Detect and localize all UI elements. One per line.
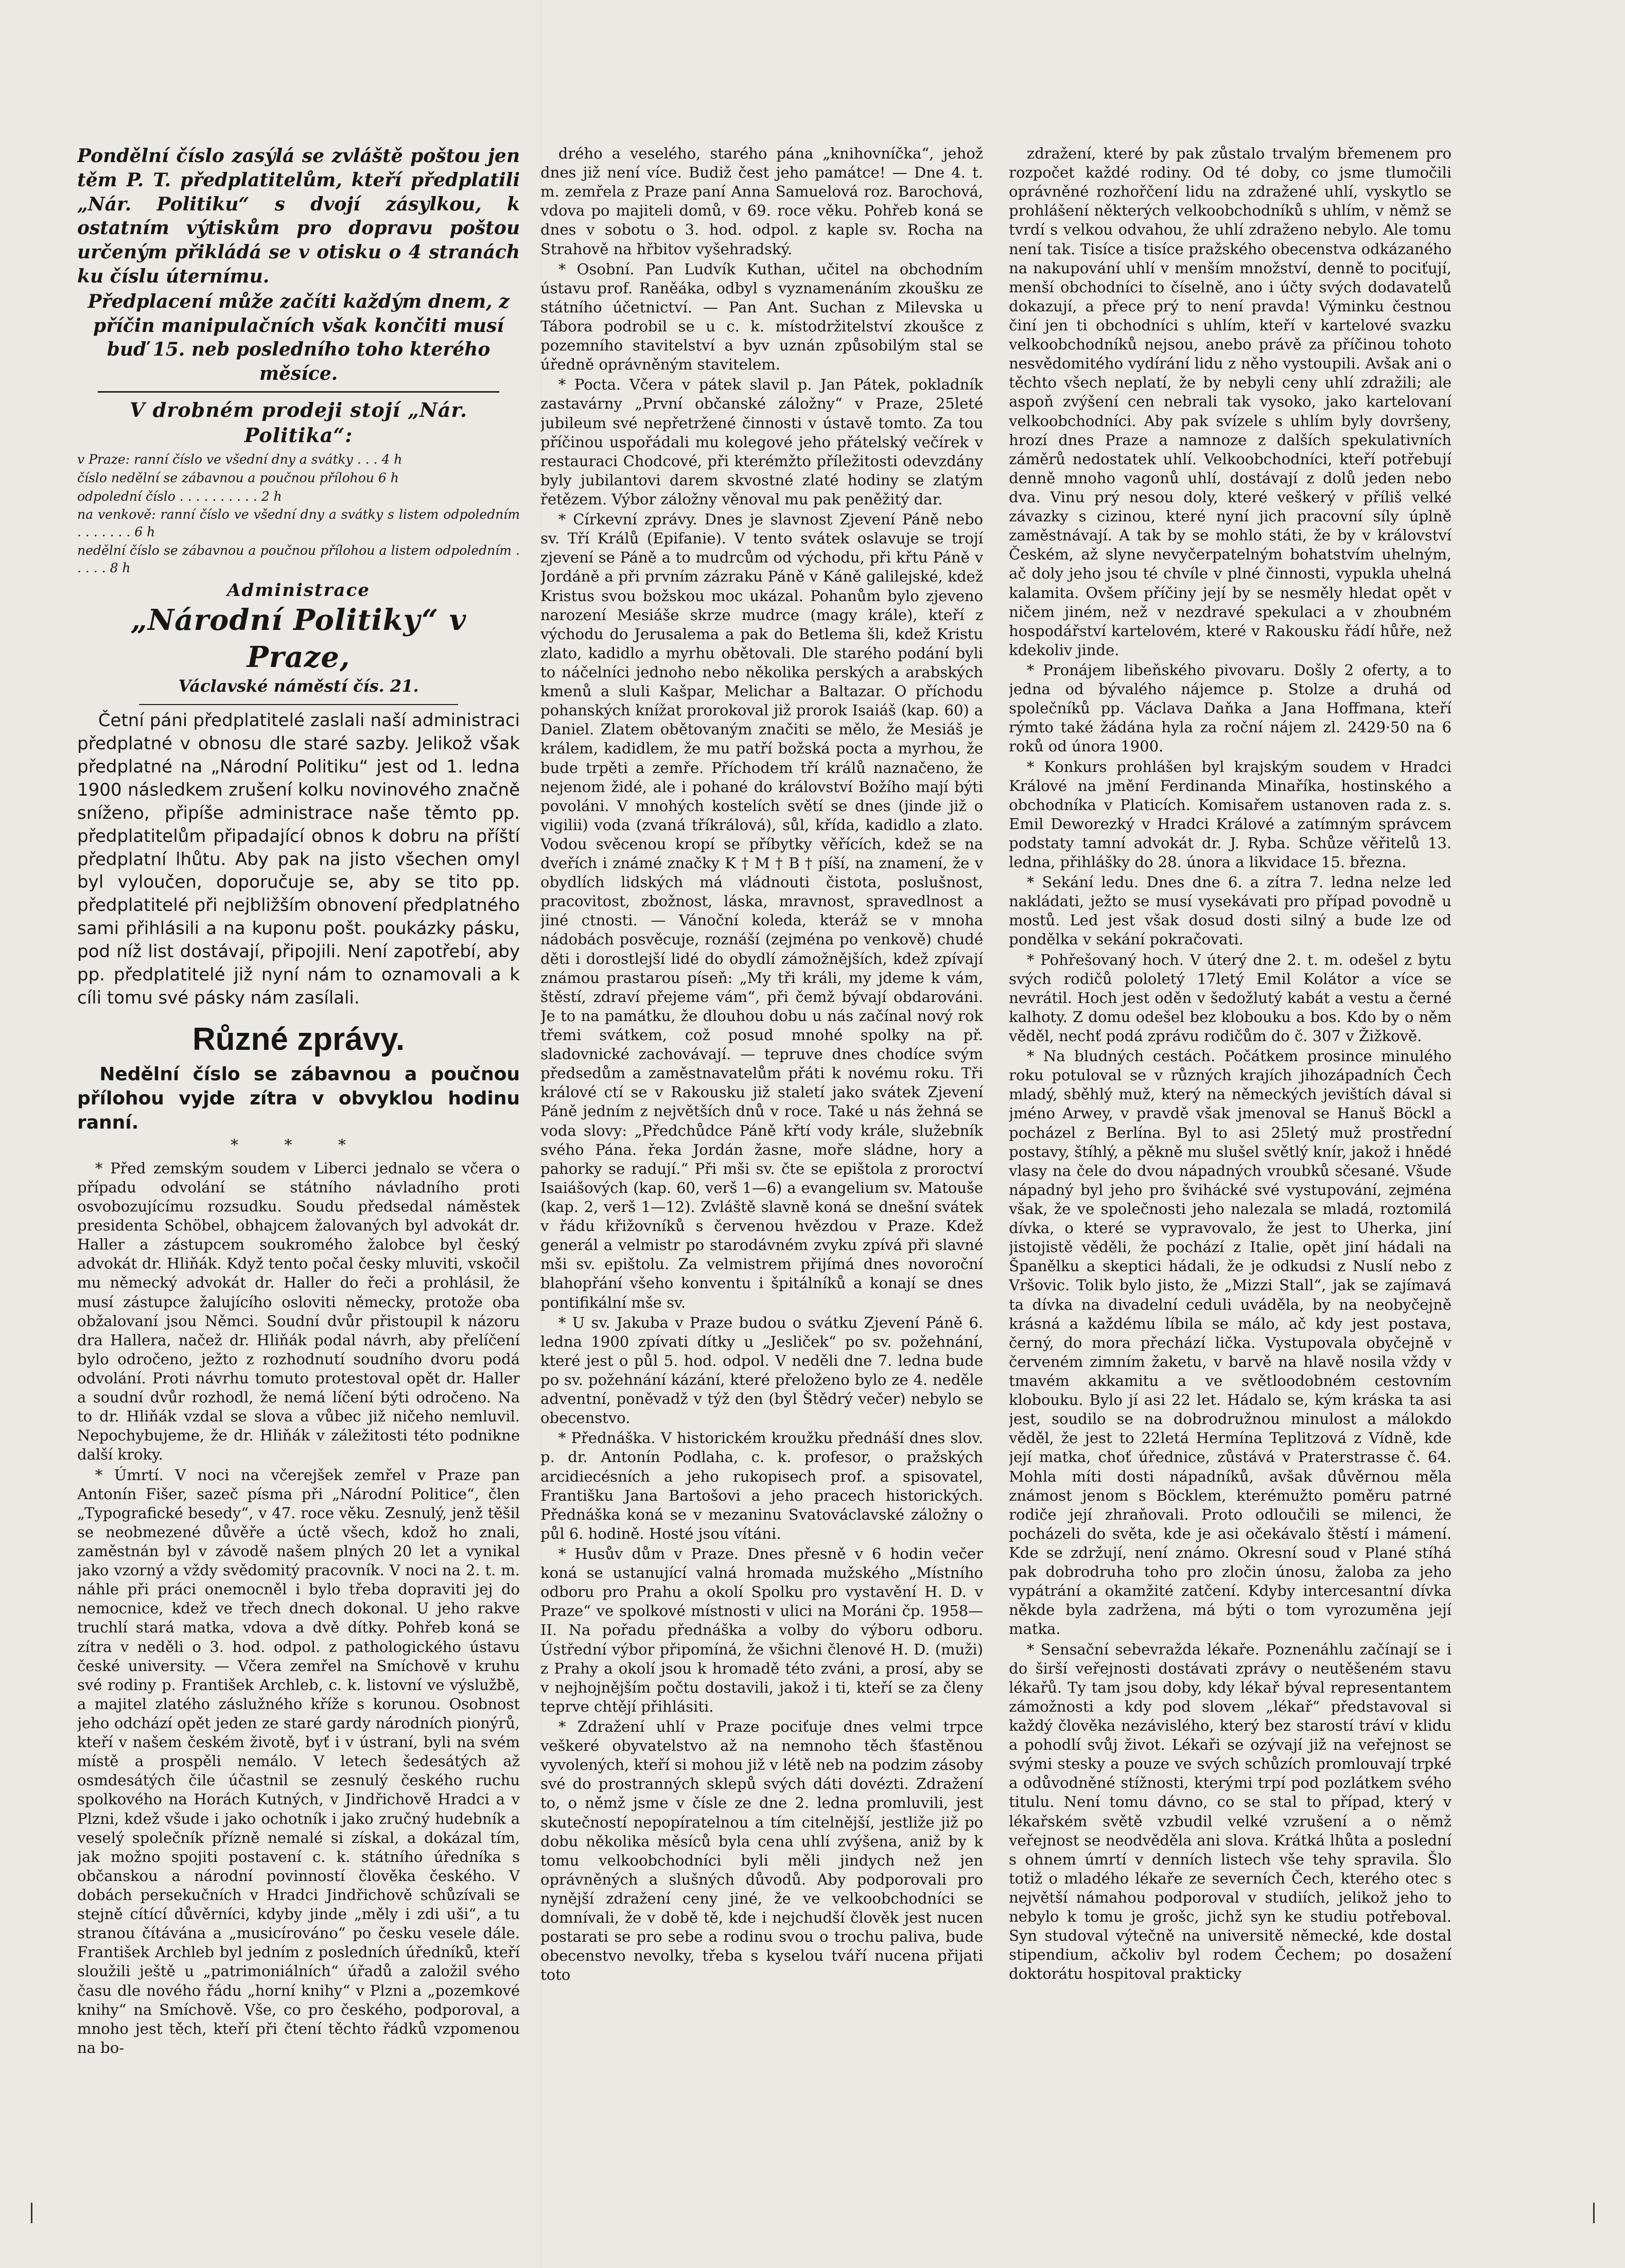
price-line: nedělní číslo se zábavnou a poučnou přílohou a listem odpoledním . . . . . 8 h xyxy=(77,542,520,575)
price-line: číslo nedělní se zábavnou a poučnou přílohou 6 h xyxy=(77,470,399,485)
news-item: * Pronájem libeňského pivovaru. Došly 2 oferty, a to jedna od bývalého nájemce p. Stolze a druhá od společníků pp. Václava Daňka a Jana Hoffmana, kteří rýmto také žádána hyla za roční nájem zl. 2429·50 na 6 roků od února 1900. xyxy=(1009,661,1452,755)
retail-price-heading: V drobném prodeji stojí „Nár. Politika“: xyxy=(129,398,468,447)
administration-label: Administrace xyxy=(227,580,370,601)
column-3 xyxy=(1009,144,1452,2177)
news-item: zdražení, které by pak zůstalo trvalým břemenem pro rozpočet každé rodiny. Od té doby, co jsme tlumočili oprávněné rozhořčení lidu na zdražené uhlí, vyskytlo se prohlášení některých velkoobchodníků s uhlím, v němž se tvrdí s velkou odvahou, že uhlí zdraženo nebylo. Ale tomu není tak. Tisíce a tisíce pražského obecenstva odkázaného na nakupování uhlí v menším množství, denně to pociťují, menší obchodníci to číselně, ano i účty svých dodavatelů dokazují, a přece prý to není pravda! Výminku čestnou činí jen ti obchodníci s uhlím, kteří v kartelové svazku velkoobchodníků nejsou, anebo právě za příčinou tohoto nesvědomitého vydírání lidu z něho vystoupili. Avšak ani o těchto všech neplatí, že by nebyli ceny uhlí zdražili; ale aspoň zvýšení cen nebrali tak vysoko, jako kartelovaní velkoobchodníci. Aby pak svízele s uhlím byly dovršeny, hrozí dnes Praze a namnoze z dalších spekulativních záměrů nedostatek uhlí. Velkoobchodníci, kteří potřebují denně mnoho vagonů uhlí, dostávají z dolů jeden nebo dva. Vinu prý nesou doly, které veškerý v příliš velké závazky s cizinou, které nyní jich pracovní síly úplně zaměstnávají. A tak by se mohlo státi, že by v království Českém, až slyne nevyčerpatelným bohatstvím uhelným, ač doly jeho jsou té chvíle v plné činnosti, vypukla uhelná kalamita. Ovšem příčiny její by se nesměly hledat opět v ničem jiném, než v nezdravé spekulaci a v zhoubném hospodářství kartelovém, které v Rakousku řádí hůře, než kdekoliv jinde. xyxy=(1009,145,1452,659)
news-item: * Církevní zprávy. Dnes je slavnost Zjevení Páně nebo sv. Tří Králů (Epifanie). V tento svátek oslavuje se trojí zjevení se Páně a to mudrcům od východu, při křtu Páně v Jordáně a při prvním zázraku Páně v Káně galilejské, kdež Kristus svou božskou moc ukázal. Pohanům bylo zjeveno narození Mesiáše skrze mudrce (magy krále), kteří z východu do Jerusalema a pak do Betlema šli, kdež Kristu zlato, kadidlo a myrhu obětovali. Dle starého podání byli to náčelníci jednoho nebo několika perských a arabských kmenů a sluli Kašpar, Melichar a Baltazar. O příchodu pohanských knížat prorokoval již prorok Isaiáš (kap. 60) a Daniel. Zlatem obětovaným značiti se mělo, že Mesiáš je králem, kadidlem, že mu patří božská pocta a myrhou, že bude trpěti a zemře. Příchodem tří králů naznačeno, že nejenom židé, ale i pohané do království Božího mají býti povoláni. V mnohých kostelích světí se dnes (jinde již o vigilii) voda (zvaná tříkrálová), sůl, křída, kadidlo a zlato. Vodou svěcenou kropí se příbytky věřících, kdež se na dveřích i známé značky K † M † B † píší, na znamení, že v obydlích lidských má vládnouti čistota, poslušnost, pracovitost, zbožnost, láska, mravnost, spravedlnost a jiné ctnosti. — Vánoční koleda, kteráž se v mnoha nádobách posvěcuje, roznáší (zejména po venkově) chudé děti i dorostlejší lidé do obydlí zámožnějších, kdež zpívají známou prastarou píseň: „My tři králi, my jdeme k vám, štěstí, zdraví přejeme vám“, při čemž bývají obdarováni. Je to na památku, že dlouhou dobu u nás začínal nový rok třemi svátkem, což posud mnohé spolky na př. sladovnické zachovávají. — tepruve dnes chodíce svým předsedům a zaměstnavatelům přáti k novému roku. Tři králové ctí se v Rakousku již staletí jako svátek Zjevení Páně jedním z největších dnů v roce. Také u nás žehná se voda slovy: „Předchůdce Páně křtí vody krále, služebník svého Pána. řeka Jordán žasne, moře sládne, hory a pahorky se radují.“ Při mši sv. čte se epištola z proroctví Isaiášových (kap. 60, verš 1—6) a evangelium sv. Matouše (kap. 2, verš 1—12). Zvláště slavně koná se dnešní svátek v řádu křižovníků s červenou hvězdou v Praze. Kdež generál a velmistr po starodávném zvyku zpívá při slavné mši sv. epištolu. Za velmistrem přijímá dnes novoroční blahopřání všeho konventu i špitálníků a konají se dnes pontifikální mše sv. xyxy=(540,511,983,1311)
news-item: * Přednáška. V historickém kroužku přednáší dnes slov. p. dr. Antonín Podlaha, c. k. profesor, o pražských arcidiecésních a jeho rukopisech prof. a spisovatel, Františku Jana Bartošovi a jeho pracech historických. Přednáška koná se v mezaninu Svatováclavské záložny o půl 6. hodině. Hosté jsou vítáni. xyxy=(540,1429,983,1542)
news-item: * Před zemským soudem v Liberci jednalo se včera o případu odvolání se státního návladního proti osvobozujícímu rozsudku. Soudu předsedal náměstek presidenta Schöbel, obhajcem žalovaných byl advokát dr. Haller a zástupcem soukromého žalobce byl český advokát dr. Hliňák. Když tento počal česky mluviti, vskočil mu německý advokát dr. Haller do řeči a prohlásil, že musí zástupce žalujícího osloviti německy, protože oba obžalovaní jsou Němci. Soudní dvůr přistoupil k názoru dra Hallera, načež dr. Hliňák podal návrh, aby přelíčení bylo odročeno, ježto z rozhodnutí soudního dvoru podá odvolání. Proti návrhu tomuto protestoval opět dr. Haller a soudní dvůr rozhodl, že nemá líčení býti odročeno. Na to dr. Hliňák vzdal se slova a vůbec již ničeho nemluvil. Nepochybujeme, že dr. Hliňák v záležitosti této podnikne další kroky. xyxy=(77,1159,520,1464)
news-item: drého a veselého, starého pána „knihovníčka“, jehož dnes již není více. Budiž čest jeho památce! — Dne 4. t. m. zemřela z Praze paní Anna Samuelová roz. Barochová, vdova po majiteli domů, v 69. roce věku. Pohřeb koná se dnes v sobotu o 3. hod. odpol. z kaple sv. Rocha na Strahově na hřbitov vyšehradský. xyxy=(540,145,983,258)
news-item: * Husův dům v Praze. Dnes přesně v 6 hodin večer koná se ustanující valná hromada mužského „Místního odboru pro Prahu a okolí Spolku pro vystavění H. D. v Praze“ ve spolkové místnosti v ulici na Moráni čp. 1958—II. Na pořadu přednáška a volby do výboru odboru. Ústřední výbor připomíná, že všichni členové H. D. (muži) z Prahy a okolí jsou k hromadě této zváni, a prosí, aby se v nejhojnějším počtu dostavili, jakož i ti, kteří se za členy teprve chtějí přihlásiti. xyxy=(540,1544,983,1715)
news-item: * Osobní. Pan Ludvík Kuthan, učitel na obchodním ústavu prof. Raněáka, odbyl s vyznamenáním zkoušku ze státního účetnictví. — Pan Ant. Suchan z Milevska u Tábora podrobil se u c. k. místodržitelství zkoušce z pozemního stavitelství a byv uznán způsobilým stal se úředně oprávněným stavitelem. xyxy=(540,260,983,374)
margin-tick xyxy=(31,2203,32,2223)
newspaper-page xyxy=(77,144,1467,2203)
news-item: * U sv. Jakuba v Praze budou o svátku Zjevení Páně 6. ledna 1900 zpívati dítky u „Jesliček“ po sv. požehnání, které jest o půl 5. hod. odpol. V neděli dne 7. ledna bude po sv. požehnání kázání, které přeloženo bylo ze 4. neděle adventní, poněvadž v týž den (byl Štědrý večer) nebylo se obecenstvo. xyxy=(540,1313,983,1427)
margin-tick xyxy=(1593,2203,1595,2223)
price-line: na venkově: ranní číslo ve všední dny a svátky s listem odpoledním . . . . . . . 6 h xyxy=(77,507,520,540)
news-item: * Sekání ledu. Dnes dne 6. a zítra 7. ledna nelze led nakládati, ježto se musí vysekávati pro případ povodně u mostů. Led jest však dosud dosti silný a bude lze od pondělka v sekání pokračovati. xyxy=(1009,873,1452,948)
news-item: * Pocta. Včera v pátek slavil p. Jan Pátek, pokladník zastavárny „První občanské záložny“ v Praze, 25leté jubileum své nepřetržené činnosti v ústavě tomto. Za tou příčinou uspořádali mu kolegové jeho přátelský večírek v restauraci Chodcové, při kterémžto příležitosti odevzdány byly jubilantovi darem skvostné zlaté hodiny se zlatým řetězem. Výbor záložny věnoval mu pak peněžitý dar. xyxy=(540,376,983,508)
news-item: * Pohřešovaný hoch. V úterý dne 2. t. m. odešel z bytu svých rodičů pololetý 17letý Emil Kolátor a více se nevrátil. Hoch jest oděn v šedožlutý kabát a vestu a černé kalhoty. Z domu odešel bez klobouku a bos. Kdo by o něm věděl, nechť podá zprávu rodičům do č. 307 v Žižkově. xyxy=(1009,951,1452,1045)
price-line: v Praze: ranní číslo ve všední dny a svátky . . . 4 h xyxy=(77,452,403,467)
section-title: Různé zprávy. xyxy=(192,1021,405,1057)
news-item: * Zdražení uhlí v Praze pociťuje dnes velmi trpce veškeré obyvatelstvo až na nemnoho těch šťastěnou vyvolených, kteří si mohou již v létě neb na podzim zásoby své do prostranných sklepů svých dáti dovézti. Zdražení to, o němž jsme v čísle ze dne 2. ledna promluvili, jest skutečností nepopíratelnou a tím citelnější, jestliže již po dobu několika měsíců byla cena uhlí zvýšena, aniž by k tomu velkoobchodníci byli měli jindych než jen oprávněných a slušných důvodů. Aby podporovali pro nynější zdražení ceny jiné, že ve velkoobchodníci se domnívali, že v době tě, kde i nejchudší člověk jest nucen postarati se pro sebe a rodinu svou o trochu paliva, bude obecenstvo nevolky, třeba s kyselou tváří nucena přijati toto xyxy=(540,1717,983,1984)
subscription-term-notice: Předplacení může začíti každým dnem, z příčin manipulačních však končiti musí buď 15. neb posledního toho kterého měsíce. xyxy=(88,290,510,385)
divider xyxy=(139,704,458,705)
news-item: * Na bludných cestách. Počátkem prosince minulého roku potuloval se v různých krajích jihozápadních Čech mladý, sběhlý muž, který na německých jevištích dával si jméno Arwey, v pravdě však jmenoval se Hanuš Böckl a pocházel z Berlína. Byl to asi 25letý muž prostřední postavy, štíhlý, a pěkně mu slušel světlý knír, jakož i hnědé vlasy na čele do dvou nápadných vroubků sčesané. Všude nápadný byl jeho pro švihácké své vystupování, zejména však, že ve společnosti jeho nalezala se mladá, roztomilá dívka, o které se vypravovalo, že jest to Uherka, jiní jistojistě věděli, že pochází z Italie, opět jiní hádali na Španělku a skeptici hádali, že je odkudsi z Nuslí nebo z Vršovic. Tolik bylo jisto, že „Mizzi Stall“, jak se zajímavá ta dívka na divadelní ceduli uváděla, by na neobyčejně krásná a každému líbila se málo, ač kdy jest postava, černý, do mora přechází lička. Vystupovala obyčejně v červeném zimním žaketu, v barvě na hlavě nosila vždy v tmavém akkamitu a ve světloodobném cestovním klobouku. Bylo jí asi 22 let. Hádalo se, kým kráska ta asi jest, soudilo se na dobrodružnou minulost a málokdo věděl, že jest to 22letá Hermína Teplitzová z Vídně, kde její matka, choť úřednice, zůstává v Praterstrasse č. 64. Mohla míti dosti nápadníků, avšak důvěrnou měla známost jenom s Böcklem, kterémužto poměru patrné rodiče její zhraňovali. Proto odloučili se milenci, že pocházeli do světa, kde je asi očekávalo štěstí i mámení. Kde se zdržují, není známo. Okresní soud v Plané stíhá pak dobrodruha toho pro zločin únosu, žaloba za jeho vypátrání a okamžité zatčení. Kdyby intercesantní dívka někde byla zadržena, má býti o tom vyrozuměna její matka. xyxy=(1009,1047,1452,1638)
subscriber-announcement: Četní páni předplatitelé zaslali naší administraci předplatné v obnosu dle staré sazby. Jelikož však předplatné na „Národní Politiku“ jest od 1. ledna 1900 následkem zrušení kolku novinového značně sníženo, připíše administrace naše těmto pp. předplatitelům připadající obnos k dobru na příští předplatní lhůtu. Aby pak na jisto všechen omyl byl vyloučen, doporučuje se, aby se tito pp. předplatitelé při nejbližším obnovení předplatného sami přihlásili a na kuponu pošt. poukázky pásku, pod níž list dostávají, připojili. Není zapotřebí, aby pp. předplatitelé již nyní nám to oznamovali a k cíli tomu své pásky nám zasílali. xyxy=(77,710,520,1008)
price-line: odpolední číslo . . . . . . . . . . 2 h xyxy=(77,488,282,504)
administration-address: Václavské náměstí čís. 21. xyxy=(178,676,419,696)
divider xyxy=(98,391,499,393)
column-2 xyxy=(540,144,983,2177)
column-1 xyxy=(77,144,520,2151)
administration-name: „Národní Politiky“ v Praze, xyxy=(130,603,467,674)
separator-stars: * * * xyxy=(230,1136,367,1155)
subscription-notice: Pondělní číslo zasýlá se zvláště poštou jen těm P. T. předplatitelům, kteří předplatili „Nár. Politiku“ s dvojí zásylkou, k ostatním výtiskům pro dopravu poštou určeným přikládá se v otisku o 4 stranách ku číslu úternímu. xyxy=(77,145,520,287)
news-item: * Konkurs prohlášen byl krajským soudem v Hradci Králové na jmění Ferdinanda Minaříka, hostinského a obchodníka v Platicích. Komisařem ustanoven rada z. s. Emil Deworezký v Hradci Králové a zatímným správcem podstaty tamní advokát dr. J. Ryba. Schůze věřitelů 13. ledna, přihlášky do 28. února a likvidace 15. března. xyxy=(1009,758,1452,871)
sunday-issue-note: Nedělní číslo se zábavnou a poučnou přílohou vyjde zítra v obvyklou hodinu ranní. xyxy=(77,1064,520,1133)
news-item: * Úmrtí. V noci na včerejšek zemřel v Praze pan Antonín Fišer, sazeč písma při „Národní Politice“, člen „Typografické besedy“, v 47. roce věku. Zesnulý, jenž těšil se neobmezené důvěře a úctě všech, kdož ho znali, zaměstnán byl v závodě našem plných 20 let a vynikal jako vzorný a vždy svědomitý pracovník. V noci na 2. t. m. náhle při práci onemocněl i bylo třeba dopraviti jej do nemocnice, kdež ve třech dnech dokonal. U jeho rakve truchlí stará matka, vdova a dvě dítky. Pohřeb koná se zítra v neděli o 3. hod. odpol. z pathologického ústavu české university. — Včera zemřel na Smíchově v kruhu své rodiny p. František Archleb, c. k. listovní ve výslužbě, a majitel zlatého záslužného kříže s korunou. Osobnost jeho odchází opět jeden ze staré gardy národních pionýrů, kteří v našem českém životě, byť i v ústraní, byli na svém místě a prospěli nemálo. V letech šedesátých až osmdesátých čile účastnil se zesnulý českého ruchu spolkového na Horách Kutných, v Jindřichově Hradci a v Plzni, kdež všude i jako ochotník i jako zručný hudebník a veselý společník přízně nemalé si získal, a dokázal tím, jak možno spojiti postavení c. k. státního úředníka s občanskou a národní povinností člověka českého. V dobách persekučních v Hradci Jindřichově schůzívali se stejně cítící důvěrníci, kdyby jinde „měly i zdi uši“, a tu stranou čítávána a „musicírováno“ po česku vesele dále. František Archleb byl jedním z posledních úředníků, kteří sloužili ještě u „patrimoniálních“ úřadů a založil svého času dle nového řádu „horní knihy“ v Plzni a „pozemkové knihy“ na Smíchově. Vše, co pro českého, podporoval, a mnoho jest těch, kteří při čtení těchto řádků vzpomenou na bo- xyxy=(77,1466,520,2056)
news-item: * Sensační sebevražda lékaře. Poznenáhlu začínají se i do širší veřejnosti dostávati zprávy o neutěšeném stavu lékařů. Ty tam jsou doby, kdy lékař býval representantem zámožnosti a kdy pod slovem „lékař“ představoval si každý člověka nezávislého, který bez starostí tráví v klidu a pohodlí svůj život. Lékaři se ozývají již na veřejnost se svými stesky a pouze ve svých schůzích promlouvají trpké a odůvodněné stížnosti, kterými trpí pod pozlátkem svého titulu. Není tomu dávno, co se stal to případ, který v lékařském světě vzbudil velké vzrušení a o němž veřejnost se neodvěděla ani slova. Krátká lhůta a poslední s ohnem úmrtí v denních listech vše tehy spravila. Šlo totiž o mladého lékaře ze severních Čech, kterého otec s největší námahou podporoval v studiích, jelikož jeho to nebylo k tomu je grošc, jichž syn ke studiu potřeboval. Syn studoval výtečně na universitě německé, kde dostal stipendium, ačkoliv byl rodem Čechem; po dosažení doktorátu hospitoval prakticky xyxy=(1009,1640,1452,1983)
